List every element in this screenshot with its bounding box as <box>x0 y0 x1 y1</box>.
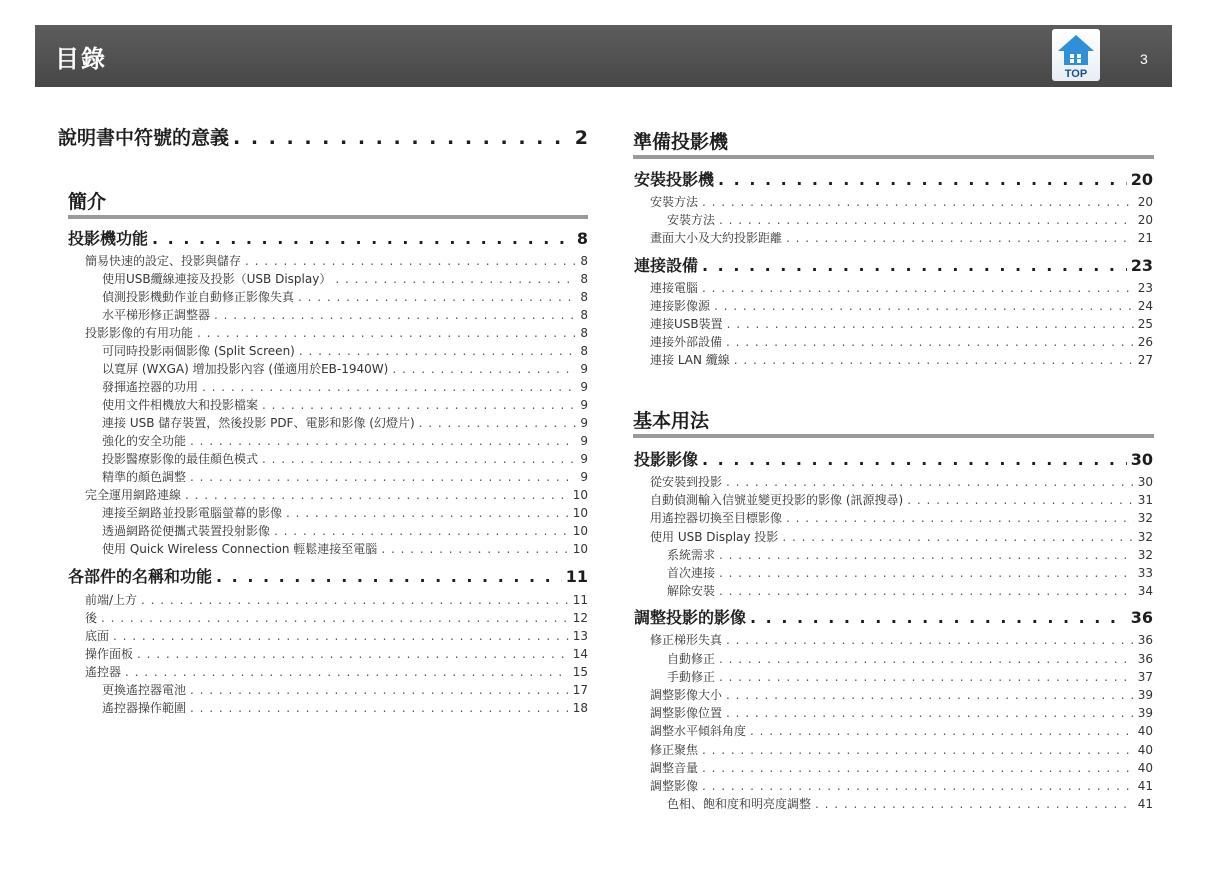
toc-entry-page: 8 <box>580 308 588 322</box>
toc-entry[interactable] <box>102 682 588 698</box>
toc-entry-title: 調整影像位置 <box>650 706 723 721</box>
toc-entry-title: 使用USB纜線連接及投影（USB Display） <box>102 272 332 286</box>
toc-entry-page: 17 <box>572 683 588 697</box>
toc-entry[interactable] <box>650 742 1153 758</box>
toc-entry[interactable] <box>667 796 1153 812</box>
toc-entry-page: 23 <box>1137 280 1153 295</box>
toc-entry-page: 32 <box>1137 529 1153 544</box>
toc-entry[interactable] <box>650 510 1153 526</box>
toc-entry[interactable] <box>85 610 588 626</box>
house-icon <box>1058 35 1094 51</box>
toc-leader <box>782 529 1133 545</box>
toc-entry[interactable] <box>667 547 1153 563</box>
toc-entry-page: 26 <box>1137 335 1153 350</box>
toc-entry-page: 36 <box>1137 633 1153 648</box>
toc-leader <box>702 194 1134 210</box>
toc-entry-page: 20 <box>1137 195 1153 209</box>
toc-entry-title: 遙控器操作範圍 <box>102 701 187 715</box>
toc-entry[interactable] <box>102 433 588 449</box>
toc-entry-symbols[interactable] <box>58 126 588 150</box>
toc-entry-title: 說明書中符號的意義 <box>58 127 230 149</box>
toc-entry-title: 連接 LAN 纜線 <box>650 353 730 368</box>
toc-leader <box>190 469 576 485</box>
toc-entry-page: 41 <box>1137 779 1153 793</box>
toc-leader <box>298 289 576 305</box>
toc-entry-title: 畫面大小及大約投影距離 <box>650 231 783 246</box>
toc-entry-page: 25 <box>1137 317 1153 331</box>
toc-entry-page: 39 <box>1137 688 1153 702</box>
toc-leader <box>726 474 1134 490</box>
toc-leader <box>907 492 1134 508</box>
toc-entry[interactable] <box>102 415 588 431</box>
toc-entry-title: 操作面板 <box>85 647 134 661</box>
toc-entry[interactable] <box>634 256 1153 276</box>
toc-entry[interactable] <box>102 343 588 359</box>
toc-entry-title: 安裝投影機 <box>634 170 715 189</box>
toc-entry[interactable] <box>650 723 1153 739</box>
toc-entry[interactable] <box>102 271 588 287</box>
toc-leader <box>702 450 1127 470</box>
toc-entry-page: 2 <box>574 127 588 149</box>
toc-leader <box>719 583 1134 599</box>
toc-entry-page: 9 <box>580 452 588 466</box>
toc-leader <box>286 505 569 521</box>
toc-entry-title: 偵測投影機動作並自動修正影像失真 <box>102 290 295 304</box>
toc-entry[interactable] <box>85 628 588 644</box>
toc-entry-title: 用遙控器切換至目標影像 <box>650 511 783 526</box>
toc-leader <box>101 610 569 626</box>
toc-entry-title: 連接設備 <box>634 255 699 275</box>
toc-entry-page: 32 <box>1137 547 1153 562</box>
toc-entry[interactable] <box>650 298 1153 314</box>
toc-entry[interactable] <box>650 474 1153 490</box>
toc-entry-page: 12 <box>572 611 588 625</box>
toc-entry[interactable] <box>102 541 588 557</box>
toc-entry-title: 投影醫療影像的最佳顏色模式 <box>102 452 259 466</box>
toc-entry-title: 解除安裝 <box>667 584 716 599</box>
toc-entry-page: 24 <box>1137 298 1153 313</box>
toc-entry[interactable] <box>102 469 588 485</box>
toc-entry-title: 調整水平傾斜角度 <box>650 724 747 739</box>
toc-entry[interactable] <box>634 170 1153 190</box>
toc-entry-title: 從安裝到投影 <box>650 475 723 489</box>
toc-entry-page: 10 <box>572 542 588 556</box>
toc-entry-page: 9 <box>580 362 588 376</box>
toc-entry[interactable] <box>650 492 1153 508</box>
toc-entry[interactable] <box>102 523 588 539</box>
toc-entry[interactable] <box>667 669 1153 685</box>
toc-entry-title: 自動修正 <box>667 651 716 666</box>
toc-leader <box>815 796 1134 812</box>
toc-leader <box>197 325 576 341</box>
toc-entry-page: 9 <box>580 380 588 394</box>
toc-entry-page: 15 <box>572 665 588 679</box>
section-title-basic: 基本用法 <box>633 406 1154 438</box>
toc-leader <box>113 628 569 644</box>
toc-entry-title: 底面 <box>85 629 110 643</box>
toc-entry[interactable] <box>102 379 588 395</box>
toc-entry-page: 21 <box>1137 231 1153 246</box>
toc-entry[interactable] <box>667 651 1153 667</box>
section-title-prepare: 準備投影機 <box>633 127 1154 159</box>
toc-entry-page: 9 <box>580 398 588 412</box>
toc-leader <box>714 298 1134 314</box>
toc-entry[interactable] <box>85 487 588 503</box>
toc-entry[interactable] <box>634 608 1153 628</box>
toc-entry-title: 以寬屏 (WXGA) 增加投影內容 (僅適用於EB-1940W) <box>102 362 389 376</box>
toc-entry-title: 各部件的名稱和功能 <box>68 567 213 586</box>
toc-leader <box>274 523 569 539</box>
toc-leader <box>734 352 1134 368</box>
toc-entry-title: 使用 USB Display 投影 <box>650 529 779 544</box>
toc-entry-page: 8 <box>580 290 588 304</box>
toc-entry[interactable] <box>650 316 1153 332</box>
toc-leader <box>299 343 577 359</box>
toc-entry-page: 8 <box>580 272 588 286</box>
toc-entry-title: 使用文件相機放大和投影檔案 <box>102 398 259 412</box>
toc-leader <box>719 651 1134 667</box>
toc-leader <box>702 280 1134 296</box>
toc-entry[interactable] <box>667 212 1153 228</box>
toc-entry-page: 9 <box>580 470 588 484</box>
toc-leader <box>419 415 577 431</box>
toc-leader <box>381 541 568 557</box>
toc-entry-page: 13 <box>572 629 588 643</box>
toc-leader <box>245 253 576 269</box>
toc-leader <box>719 669 1134 685</box>
toc-leader <box>262 397 576 413</box>
toc-entry-title: 調整影像大小 <box>650 688 723 702</box>
toc-entry-title: 連接電腦 <box>650 280 699 295</box>
toc-entry-page: 30 <box>1130 450 1153 469</box>
toc-entry[interactable] <box>650 194 1153 210</box>
toc-leader <box>726 334 1134 350</box>
toc-entry[interactable] <box>650 778 1153 794</box>
toc-leader <box>190 700 569 716</box>
toc-entry[interactable] <box>650 760 1153 776</box>
toc-entry-page: 23 <box>1130 255 1153 275</box>
toc-entry-title: 調整影像 <box>650 779 699 793</box>
toc-leader <box>786 230 1134 246</box>
toc-entry[interactable] <box>102 505 588 521</box>
toc-leader <box>125 664 569 680</box>
toc-entry-page: 34 <box>1137 584 1153 599</box>
toc-leader <box>216 567 562 587</box>
toc-entry[interactable] <box>68 567 588 587</box>
toc-leader <box>214 307 576 323</box>
toc-leader <box>152 229 573 249</box>
toc-entry[interactable] <box>650 280 1153 296</box>
toc-entry[interactable] <box>667 583 1153 599</box>
toc-entry-title: 自動偵測輸入信號並變更投影的影像 (訊源搜尋) <box>650 493 904 508</box>
toc-entry-title: 投影機功能 <box>68 229 149 248</box>
toc-entry[interactable] <box>102 361 588 377</box>
toc-entry-title: 水平梯形修正調整器 <box>102 308 211 322</box>
toc-entry-page: 8 <box>580 344 588 358</box>
toc-leader <box>702 778 1134 794</box>
toc-entry[interactable] <box>102 397 588 413</box>
toc-entry-title: 調整投影的影像 <box>634 608 747 628</box>
toc-leader <box>233 126 571 150</box>
toc-entry[interactable] <box>85 253 588 269</box>
toc-entry-page: 10 <box>572 506 588 520</box>
toc-entry[interactable] <box>85 646 588 662</box>
toc-entry-title: 發揮遙控器的功用 <box>102 380 199 394</box>
toc-entry-title: 投影影像 <box>634 450 699 469</box>
toc-entry-page: 11 <box>565 567 588 586</box>
toc-entry-page: 36 <box>1137 651 1153 666</box>
toc-entry[interactable] <box>102 289 588 305</box>
toc-entry-title: 簡易快速的設定、投影與儲存 <box>85 254 242 268</box>
toc-entry-title: 透過網路從便攜式裝置投射影像 <box>102 524 271 538</box>
toc-leader <box>141 592 569 608</box>
toc-entry-page: 9 <box>580 434 588 448</box>
section-title-intro: 簡介 <box>68 187 588 219</box>
toc-entry-title: 連接至網路並投影電腦螢幕的影像 <box>102 506 283 520</box>
toc-entry-title: 更換遙控器電池 <box>102 683 187 697</box>
toc-entry[interactable] <box>102 451 588 467</box>
toc-leader <box>262 451 576 467</box>
toc-entry[interactable] <box>650 705 1153 721</box>
toc-entry-title: 連接USB裝置 <box>650 317 723 331</box>
toc-entry[interactable] <box>85 325 588 341</box>
toc-entry-page: 30 <box>1137 475 1153 489</box>
toc-leader <box>392 361 576 377</box>
toc-entry[interactable] <box>102 307 588 323</box>
toc-entry-title: 遙控器 <box>85 665 122 679</box>
toc-entry-page: 36 <box>1130 608 1153 628</box>
toc-leader <box>786 510 1134 526</box>
toc-leader <box>718 170 1127 190</box>
toc-entry-page: 8 <box>580 326 588 340</box>
toc-entry[interactable] <box>634 450 1153 470</box>
toc-leader <box>190 682 569 698</box>
toc-entry-page: 10 <box>572 488 588 502</box>
toc-entry-title: 手動修正 <box>667 669 716 684</box>
toc-entry-page: 10 <box>572 524 588 538</box>
toc-leader <box>750 608 1127 628</box>
toc-entry-title: 修正聚焦 <box>650 742 699 757</box>
toc-leader <box>726 687 1134 703</box>
toc-leader <box>719 565 1134 581</box>
toc-leader <box>335 271 576 287</box>
toc-entry-page: 8 <box>580 254 588 268</box>
toc-entry-title: 連接 USB 儲存裝置，然後投影 PDF、電影和影像 (幻燈片) <box>102 416 415 430</box>
toc-entry-page: 39 <box>1137 706 1153 721</box>
toc-entry[interactable] <box>85 592 588 608</box>
toc-entry-title: 修正梯形失真 <box>650 633 723 648</box>
toc-entry-title: 使用 Quick Wireless Connection 輕鬆連接至電腦 <box>102 542 378 556</box>
toc-entry[interactable] <box>650 529 1153 545</box>
toc-entry-title: 投影影像的有用功能 <box>85 326 194 340</box>
toc-entry[interactable] <box>650 334 1153 350</box>
toc-leader <box>202 379 576 395</box>
toc-entry-page: 27 <box>1137 353 1153 368</box>
toc-entry-title: 連接影像源 <box>650 298 711 313</box>
toc-leader <box>726 705 1134 721</box>
page-title: 目錄 <box>55 45 107 73</box>
top-home-button[interactable] <box>1052 29 1100 81</box>
toc-leader <box>719 212 1134 228</box>
toc-entry-title: 安裝方法 <box>650 195 699 209</box>
toc-entry-title: 完全運用網路連線 <box>85 488 182 502</box>
toc-entry-title: 安裝方法 <box>667 213 716 228</box>
toc-entry[interactable] <box>68 229 588 249</box>
toc-entry[interactable] <box>667 565 1153 581</box>
toc-leader <box>137 646 569 662</box>
toc-entry-page: 14 <box>572 647 588 661</box>
toc-entry[interactable] <box>650 687 1153 703</box>
page-number: 3 <box>1140 51 1148 67</box>
toc-leader <box>727 316 1134 332</box>
toc-leader <box>702 256 1127 276</box>
toc-entry-page: 31 <box>1137 493 1153 508</box>
toc-entry-title: 系統需求 <box>667 547 716 562</box>
toc-entry-page: 8 <box>576 229 588 248</box>
toc-leader <box>702 760 1134 776</box>
toc-entry[interactable] <box>650 632 1153 648</box>
toc-entry-title: 後 <box>85 611 98 625</box>
toc-leader <box>185 487 569 503</box>
toc-entry-page: 40 <box>1137 724 1153 739</box>
toc-leader <box>190 433 576 449</box>
toc-entry-page: 20 <box>1137 213 1153 228</box>
toc-entry-page: 32 <box>1137 511 1153 526</box>
toc-entry-page: 18 <box>572 701 588 715</box>
toc-entry-title: 可同時投影兩個影像 (Split Screen) <box>102 344 295 358</box>
toc-entry-title: 色相、飽和度和明亮度調整 <box>667 797 812 812</box>
toc-entry[interactable] <box>650 352 1153 368</box>
toc-leader <box>750 723 1134 739</box>
toc-entry-title: 前端/上方 <box>85 593 138 607</box>
toc-entry[interactable] <box>650 230 1153 246</box>
toc-entry[interactable] <box>85 664 588 680</box>
toc-entry-page: 40 <box>1137 742 1153 757</box>
toc-entry-title: 連接外部設備 <box>650 335 723 350</box>
toc-entry-title: 調整音量 <box>650 760 699 775</box>
toc-entry-page: 33 <box>1137 566 1153 580</box>
toc-entry-page: 11 <box>572 593 588 607</box>
toc-leader <box>726 632 1134 648</box>
toc-leader <box>702 742 1134 758</box>
toc-entry-title: 強化的安全功能 <box>102 434 187 448</box>
toc-entry[interactable] <box>102 700 588 716</box>
toc-entry-page: 40 <box>1137 760 1153 775</box>
top-label: TOP <box>1064 68 1088 80</box>
toc-entry-page: 20 <box>1130 170 1153 189</box>
page-header <box>35 25 1172 87</box>
toc-entry-page: 41 <box>1137 797 1153 812</box>
toc-entry-title: 精準的顏色調整 <box>102 470 187 484</box>
house-body-icon <box>1064 51 1088 65</box>
toc-entry-title: 首次連接 <box>667 566 716 580</box>
toc-entry-page: 37 <box>1137 669 1153 684</box>
toc-entry-page: 9 <box>580 416 588 430</box>
toc-leader <box>719 547 1134 563</box>
